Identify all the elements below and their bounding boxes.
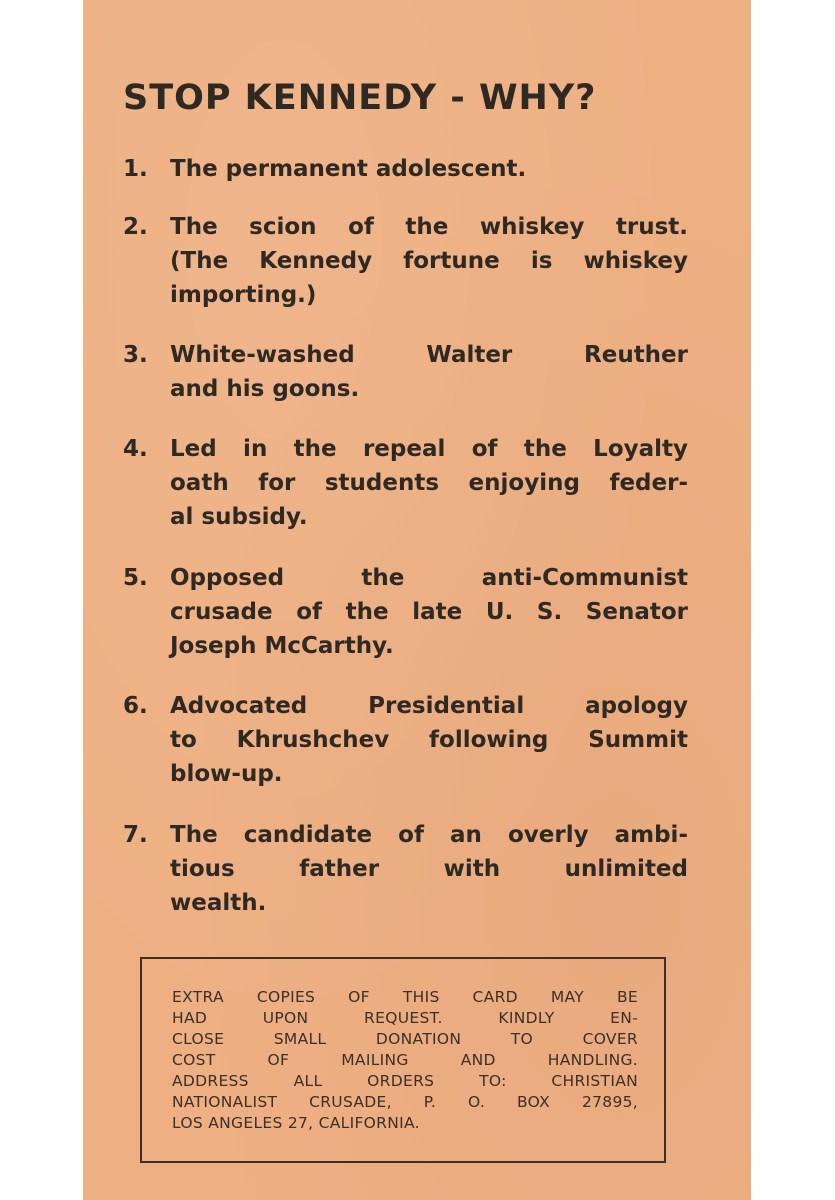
item-line: wealth. (170, 890, 267, 916)
item-line: The scion of the whiskey trust. (170, 214, 688, 240)
item-line: The permanent adolescent. (170, 156, 527, 182)
list-item-3 (123, 338, 688, 406)
leaflet-card (83, 0, 751, 1200)
item-line: oath for students enjoying feder- (170, 470, 688, 496)
notice-line: EXTRA COPIES OF THIS CARD MAY BE (172, 988, 638, 1006)
notice-line: HAD UPON REQUEST. KINDLY EN- (172, 1009, 638, 1027)
item-line: tious father with unlimited (170, 856, 688, 882)
order-notice-box (140, 957, 666, 1163)
item-line: (The Kennedy fortune is whiskey (170, 248, 688, 274)
list-item-2 (123, 210, 688, 312)
item-number: 6. (123, 693, 148, 719)
item-line: importing.) (170, 282, 317, 308)
notice-line: ADDRESS ALL ORDERS TO: CHRISTIAN (172, 1072, 638, 1090)
item-number: 2. (123, 214, 148, 240)
list-item-1 (123, 152, 688, 186)
list-item-7 (123, 818, 688, 920)
list-item-5 (123, 561, 688, 663)
item-number: 1. (123, 156, 148, 182)
card-title: STOP KENNEDY - WHY? (123, 78, 597, 118)
list-item-6 (123, 689, 688, 791)
item-line: The candidate of an overly ambi- (170, 822, 688, 848)
item-line: to Khrushchev following Summit (170, 727, 688, 753)
list-item-4 (123, 432, 688, 534)
item-line: blow-up. (170, 761, 283, 787)
notice-line: NATIONALIST CRUSADE, P. O. BOX 27895, (172, 1093, 638, 1111)
item-line: and his goons. (170, 376, 360, 402)
notice-line: COST OF MAILING AND HANDLING. (172, 1051, 638, 1069)
item-line: crusade of the late U. S. Senator (170, 599, 688, 625)
item-line: Joseph McCarthy. (170, 633, 394, 659)
item-line: al subsidy. (170, 504, 308, 530)
item-line: Opposed the anti-Communist (170, 565, 688, 591)
item-number: 4. (123, 436, 148, 462)
order-notice-text (172, 987, 638, 1134)
item-number: 5. (123, 565, 148, 591)
item-number: 3. (123, 342, 148, 368)
notice-line: LOS ANGELES 27, CALIFORNIA. (172, 1114, 420, 1132)
item-line: White-washed Walter Reuther (170, 342, 688, 368)
item-line: Advocated Presidential apology (170, 693, 688, 719)
item-line: Led in the repeal of the Loyalty (170, 436, 688, 462)
notice-line: CLOSE SMALL DONATION TO COVER (172, 1030, 638, 1048)
item-number: 7. (123, 822, 148, 848)
